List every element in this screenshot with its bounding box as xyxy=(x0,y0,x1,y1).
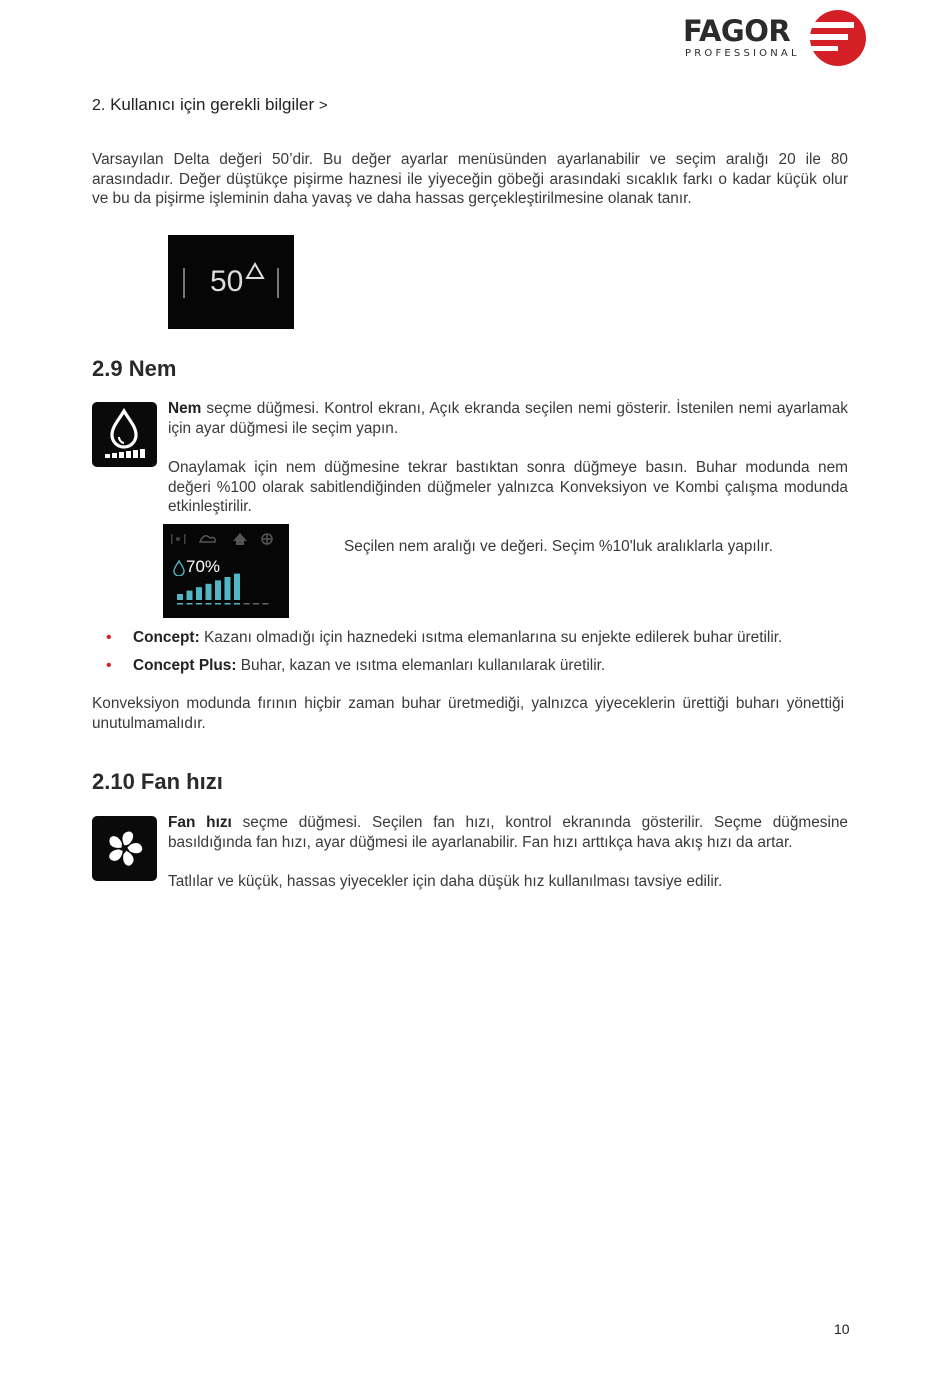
humidity-intro xyxy=(168,399,848,438)
humidity-level-bar-filled xyxy=(206,584,212,600)
page-number: 10 xyxy=(834,1321,850,1337)
brand-logo xyxy=(683,8,868,68)
humidity-level-step xyxy=(177,603,183,605)
fagor-logo-icon xyxy=(808,8,868,68)
screen-divider xyxy=(277,268,279,298)
humidity-drop-icon xyxy=(92,402,157,467)
bullet-bold: Concept: xyxy=(133,629,200,646)
fan-intro xyxy=(168,813,848,852)
humidity-level-bar-filled xyxy=(234,574,240,600)
humidity-level-step xyxy=(196,603,202,605)
humidity-level-bar-filled xyxy=(215,580,221,600)
breadcrumb xyxy=(92,95,328,115)
humidity-intro-bold: Nem xyxy=(168,400,202,417)
delta-screen xyxy=(168,235,294,329)
humidity-level-step xyxy=(253,603,259,605)
brand-subtitle: PROFESSIONAL xyxy=(685,48,800,59)
brand-name: FAGOR xyxy=(683,14,791,48)
delta-description: Varsayılan Delta değeri 50’dir. Bu değer ayarlar menüsünden ayarlanabilir ve seçim aralığı 20 ile 80 arasındadır. Değer düştükçe pişirme haznesi ile yiyeceğin göbeği arasındaki sıcaklık farkı o kadar küçük olur ve bu da pişirme işleminin daha yavaş ve daha hassas gerçekleştirilmesine olanak tanır. xyxy=(92,151,848,207)
humidity-paragraph: Onaylamak için nem düğmesine tekrar bastıktan sonra düğmeye basın. Buhar modunda nem değeri %100 olarak sabitlendiğinden düğmeler yalnızca Konveksiyon ve Kombi çalışma modunda etkinleştirilir. xyxy=(168,459,848,515)
humidity-level-bars xyxy=(177,572,277,606)
bullet-text: Buhar, kazan ve ısıtma elemanları kullanılarak üretilir. xyxy=(236,657,606,674)
bullet-icon: • xyxy=(106,629,112,646)
humidity-level-step xyxy=(234,603,240,605)
fan-intro-text: seçme düğmesi. Seçilen fan hızı, kontrol ekranında gösterilir. Seçme düğmesine basıldığında fan hızı, ayar düğmesi ile ayarlanabilir. Fan hızı arttıkça hava akış hızı da artar. xyxy=(168,814,848,851)
humidity-note: Konveksiyon modunda fırının hiçbir zaman buhar üretmediği, yalnızca yiyeceklerin ürettiği buharı yönettiği unutulmamalıdır. xyxy=(92,695,844,732)
humidity-level-bar-filled xyxy=(177,594,183,600)
humidity-level-step xyxy=(263,603,269,605)
humidity-intro-text: seçme düğmesi. Kontrol ekranı, Açık ekranda seçilen nemi gösterir. İstenilen nemi ayarlamak için ayar düğmesi ile seçim yapın. xyxy=(168,400,848,437)
humidity-value: 70% xyxy=(186,557,221,576)
humidity-level-step xyxy=(187,603,193,605)
humidity-level-step xyxy=(206,603,212,605)
bullet-bold: Concept Plus: xyxy=(133,657,237,674)
humidity-screen xyxy=(163,524,289,618)
humidity-level-step xyxy=(225,603,231,605)
section-heading-fan: 2.10 Fan hızı xyxy=(92,769,223,794)
humidity-screen-caption: Seçilen nem aralığı ve değeri. Seçim %10'luk aralıklarla yapılır. xyxy=(344,538,773,555)
screen-divider xyxy=(183,268,185,298)
delta-value: 50 xyxy=(210,265,244,298)
section-heading-humidity: 2.9 Nem xyxy=(92,356,177,381)
fan-intro-bold: Fan hızı xyxy=(168,814,232,831)
humidity-level-bar-filled xyxy=(225,577,231,600)
humidity-level-step xyxy=(244,603,250,605)
humidity-level-step xyxy=(215,603,221,605)
breadcrumb-title: Kullanıcı için gerekli bilgiler xyxy=(110,95,315,114)
fan-recommendation: Tatlılar ve küçük, hassas yiyecekler için daha düşük hız kullanılması tavsiye edilir. xyxy=(168,873,723,890)
delta-triangle-icon xyxy=(245,262,265,280)
breadcrumb-number: 2. xyxy=(92,97,106,114)
breadcrumb-chevron: > xyxy=(318,97,328,114)
fan-icon xyxy=(92,816,157,881)
humidity-level-bar-filled xyxy=(187,591,193,600)
fan-button xyxy=(92,816,157,881)
bullet-text: Kazanı olmadığı için haznedeki ısıtma elemanlarına su enjekte edilerek buhar üretilir. xyxy=(199,629,783,646)
humidity-level-bar-filled xyxy=(196,587,202,600)
bullet-icon: • xyxy=(106,657,112,674)
humidity-button xyxy=(92,402,157,467)
